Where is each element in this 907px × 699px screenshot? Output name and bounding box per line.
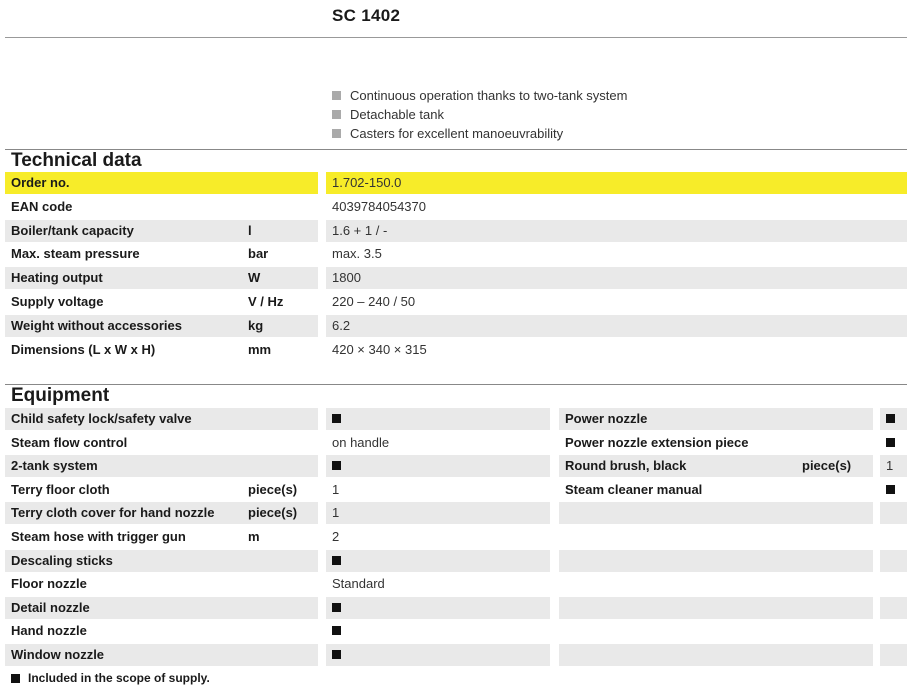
equipment-value [326, 597, 550, 619]
equipment-label: Power nozzle [559, 408, 873, 430]
spec-row [5, 172, 907, 194]
spec-label: Supply voltage V / Hz [5, 291, 318, 313]
spec-value: 1.6 + 1 / - [326, 220, 907, 242]
equipment-label: Floor nozzle [11, 576, 87, 591]
equipment-label [559, 526, 873, 548]
title-divider [5, 37, 907, 38]
spec-label: EAN code [11, 199, 73, 214]
spec-unit: bar [248, 246, 269, 261]
equipment-row [5, 620, 907, 642]
equipment-row [5, 644, 907, 666]
equipment-heading: Equipment [5, 384, 907, 407]
equipment-label: Steam cleaner manual [565, 482, 703, 497]
equipment-row [5, 455, 907, 477]
equipment-label: Steam hose with trigger gun m [5, 526, 318, 548]
equipment-value: Standard [332, 576, 385, 591]
feature-list [332, 86, 627, 143]
equipment-value [326, 550, 550, 572]
spec-unit: V / Hz [248, 294, 284, 309]
equipment-value [880, 526, 907, 548]
equipment-label [559, 644, 873, 666]
equipment-label [559, 573, 873, 595]
equipment-label: 2-tank system [5, 455, 318, 477]
equipment-value: 1 [326, 502, 550, 524]
equipment-unit: m [248, 529, 260, 544]
spec-unit: mm [248, 342, 272, 357]
black-square-icon [332, 556, 341, 565]
spec-value: 220 – 240 / 50 [332, 294, 416, 309]
equipment-label [559, 550, 873, 572]
equipment-row [5, 408, 907, 430]
grey-square-icon [332, 110, 341, 119]
spec-label: Dimensions (L x W x H) mm [5, 339, 318, 361]
spec-row [5, 220, 907, 242]
equipment-value [880, 620, 907, 642]
equipment-unit: piece(s) [802, 458, 852, 473]
black-square-icon [886, 414, 895, 423]
feature-item: Detachable tank [332, 105, 627, 124]
equipment-row [5, 573, 907, 595]
product-title: SC 1402 [332, 6, 401, 25]
spec-unit: kg [248, 318, 264, 333]
equipment-value [880, 644, 907, 666]
spec-value: 1.702-150.0 [326, 172, 907, 194]
grey-square-icon [332, 91, 341, 100]
equipment-row [5, 502, 907, 524]
equipment-value: 2 [332, 529, 340, 544]
equipment-value [880, 432, 907, 454]
equipment-label [559, 620, 873, 642]
black-square-icon [886, 438, 895, 447]
equipment-value [326, 644, 550, 666]
black-square-icon [332, 650, 341, 659]
equipment-label: Descaling sticks [5, 550, 318, 572]
spec-value: max. 3.5 [332, 246, 382, 261]
equipment-value [880, 597, 907, 619]
equipment-row [5, 432, 907, 454]
equipment-value [326, 620, 550, 642]
equipment-value: 1 [880, 455, 907, 477]
spec-label: Heating output W [5, 267, 318, 289]
black-square-icon [332, 414, 341, 423]
spec-label: Order no. [5, 172, 318, 194]
spec-row [5, 243, 907, 265]
feature-item: Casters for excellent manoeuvrability [332, 124, 627, 143]
spec-row [5, 315, 907, 337]
equipment-value [880, 502, 907, 524]
spec-value: 4039784054370 [332, 199, 426, 214]
spec-label: Weight without accessories kg [5, 315, 318, 337]
spec-label: Boiler/tank capacity l [5, 220, 318, 242]
equipment-label: Window nozzle [5, 644, 318, 666]
spec-row [5, 267, 907, 289]
grey-square-icon [332, 129, 341, 138]
equipment-row [5, 526, 907, 548]
equipment-label: Power nozzle extension piece [565, 435, 749, 450]
feature-item: Continuous operation thanks to two-tank system [332, 86, 627, 105]
equipment-value [326, 408, 550, 430]
equipment-unit: piece(s) [248, 505, 298, 520]
black-square-icon [886, 485, 895, 494]
spec-row [5, 196, 907, 218]
footnote: Included in the scope of supply. [11, 671, 210, 685]
spec-value: 6.2 [326, 315, 907, 337]
equipment-value [880, 408, 907, 430]
black-square-icon [11, 674, 20, 683]
equipment-unit: piece(s) [248, 482, 298, 497]
equipment-label: Steam flow control [11, 435, 128, 450]
spec-label: Max. steam pressure bar [5, 243, 318, 265]
equipment-label [559, 597, 873, 619]
equipment-value [880, 550, 907, 572]
equipment-value [326, 455, 550, 477]
spec-unit: W [248, 270, 261, 285]
black-square-icon [332, 461, 341, 470]
spec-value: 420 × 340 × 315 [332, 342, 427, 357]
equipment-value: on handle [332, 435, 390, 450]
equipment-label: Child safety lock/safety valve [5, 408, 318, 430]
equipment-value: 1 [332, 482, 340, 497]
black-square-icon [332, 626, 341, 635]
equipment-label: Terry cloth cover for hand nozzle piece(s) [5, 502, 318, 524]
technical-data-heading: Technical data [5, 149, 907, 172]
spec-unit: l [248, 223, 252, 238]
equipment-label: Detail nozzle [5, 597, 318, 619]
equipment-label: Terry floor cloth piece(s) [5, 479, 318, 501]
equipment-label: Hand nozzle [11, 623, 87, 638]
spec-row [5, 339, 907, 361]
black-square-icon [332, 603, 341, 612]
equipment-row [5, 550, 907, 572]
equipment-value [880, 479, 907, 501]
spec-value: 1800 [326, 267, 907, 289]
equipment-value [880, 573, 907, 595]
spec-row [5, 291, 907, 313]
equipment-label [559, 502, 873, 524]
equipment-row [5, 597, 907, 619]
equipment-label: Round brush, black piece(s) [559, 455, 873, 477]
equipment-row [5, 479, 907, 501]
